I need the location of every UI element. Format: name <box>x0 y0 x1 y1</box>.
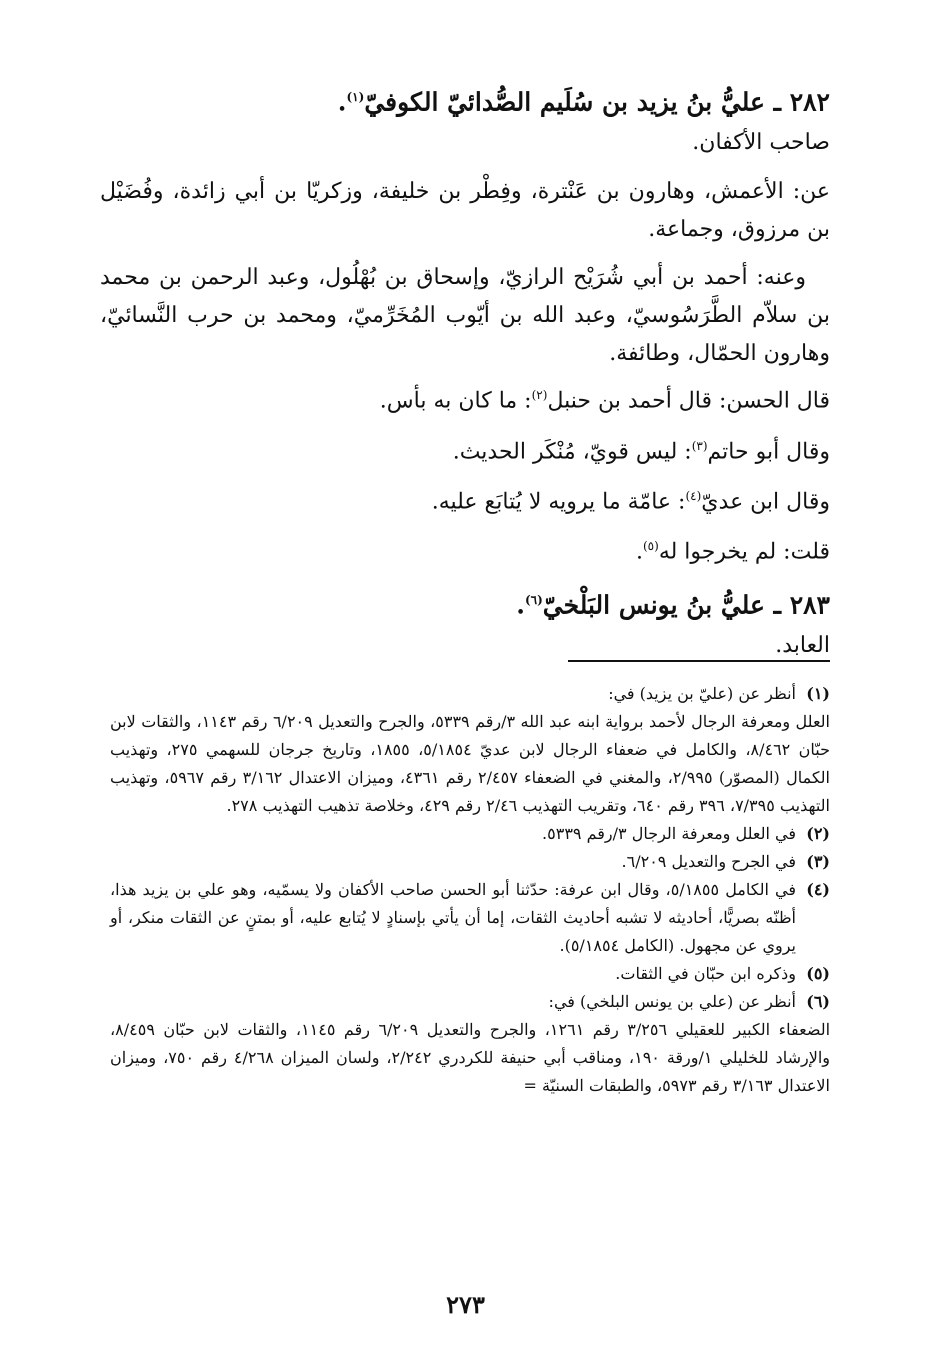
footnote-3 <box>110 848 830 876</box>
entry-283-heading-end: . <box>516 589 525 619</box>
quote-ahmad-end: : ما كان به بأس. <box>379 388 532 414</box>
footnote-ref-6[interactable]: (٦) <box>524 592 543 607</box>
footnote-5-number: (٥) <box>806 964 830 983</box>
quote-ibn-adi-end: : عامّة ما يرويه لا يُتابَع عليه. <box>431 489 686 515</box>
footnote-ref-2[interactable]: (٢) <box>531 388 548 403</box>
footnote-2-number: (٢) <box>806 824 830 843</box>
entry-282-teachers <box>100 173 830 249</box>
quote-ahmad-text: قال الحسن: قال أحمد بن حنبل <box>547 388 830 414</box>
entry-282-subtitle: صاحب الأكفان. <box>692 130 830 156</box>
from-text: الأعمش، وهارون بن عَنْترة، وفِطْر بن خليفة، وزكريّا بن أبي زائدة، وفُضَيْل بن مرزوق، وجماعة. <box>100 179 830 243</box>
entry-283-subtitle: العابد. <box>775 632 830 658</box>
footnote-5 <box>110 960 830 988</box>
footnote-3-text: في الجرح والتعديل ٦/٢٠٩. <box>621 852 796 871</box>
footnotes <box>110 680 830 1100</box>
footnote-2 <box>110 820 830 848</box>
quote-ibn-adi-text: وقال ابن عديّ <box>701 489 830 515</box>
footnote-5-text: وذكره ابن حبّان في الثقات. <box>615 964 796 983</box>
quote-abu-hatim-end: : ليس قويّ، مُنْكَر الحديث. <box>452 438 692 464</box>
footnote-ref-4[interactable]: (٤) <box>685 488 702 503</box>
main-text <box>100 76 830 666</box>
quote-author <box>100 524 830 574</box>
quote-abu-hatim-text: وقال أبو حاتم <box>707 438 830 464</box>
footnote-4 <box>110 876 830 960</box>
entry-282-title: ٢٨٢ ـ عليُّ بنُ يزيد بن سُلَيم الصُّدائيّ الكوفيّ <box>364 87 830 117</box>
footnote-3-number: (٣) <box>806 852 830 871</box>
footnote-ref-5[interactable]: (٥) <box>642 539 659 554</box>
footnote-ref-1[interactable]: (١) <box>346 90 365 104</box>
quote-author-text: قلت: لم يخرجوا له <box>658 539 830 565</box>
quote-author-end: . <box>635 539 643 565</box>
entry-282-students <box>100 259 830 373</box>
entry-282-heading-end: . <box>337 87 347 117</box>
entry-282-heading <box>100 76 830 123</box>
footnote-ref-3[interactable]: (٣) <box>691 438 708 453</box>
footnote-4-text: في الكامل ٥/١٨٥٥، وقال ابن عرفة: حدّثنا أبو الحسن صاحب الأكفان ولا يسمّيه، وهو علي بن يزيد هذا، أظنّه بصريًّا، أحاديثه لا تشبه أحاديث الثقات، إما أن يأتي بإسنادٍ لا يُتابع عليه، أو بمتنٍ عن الثقات منكر، أو يروي عن مجهول. (الكامل ٥/١٨٥٤). <box>110 880 797 955</box>
to-label: وعنه: <box>756 265 806 291</box>
footnote-separator <box>568 660 830 662</box>
footnote-4-number: (٤) <box>806 880 830 899</box>
to-text: أحمد بن أبي شُرَيْح الرازيّ، وإسحاق بن بُهْلُول، وعبد الرحمن بن محمد بن سلاّم الطَّرَسُوسيّ، وعبد الله بن أيّوب المُخَرِّميّ، ومحمد بن حرب النَّسائيّ، وهارون الحمّال، وطائفة. <box>100 265 830 367</box>
entry-283-heading <box>100 579 830 626</box>
footnote-6 <box>110 988 830 1016</box>
footnote-6-number: (٦) <box>806 992 830 1011</box>
footnote-6-intro: أنظر عن (علي بن يونس البلخي) في: <box>548 992 796 1011</box>
from-label: عن: <box>792 179 831 205</box>
footnote-1 <box>110 680 830 708</box>
quote-abu-hatim <box>100 424 830 474</box>
footnote-2-text: في العلل ومعرفة الرجال ٣/رقم ٥٣٣٩. <box>542 824 796 843</box>
footnote-6-sources: الضعفاء الكبير للعقيلي ٣/٢٥٦ رقم ١٢٦١، والجرح والتعديل ٦/٢٠٩ رقم ١١٤٥، والثقات لابن حبّان ٨/٤٥٩، والإرشاد للخليلي ١/ورقة ١٩٠، ومناقب أبي حنيفة للكردري ٢/٢٤٢، ولسان الميزان ٤/٢٦٨ رقم ٧٥٠، وميزان الاعتدال ٣/١٦٣ رقم ٥٩٧٣، والطبقات السنيّة = <box>110 1020 831 1095</box>
quote-ahmad <box>100 373 830 423</box>
entry-283-title: ٢٨٣ ـ عليُّ بنُ يونس البَلْخيّ <box>542 589 830 619</box>
quote-ibn-adi <box>100 474 830 524</box>
footnote-1-sources: العلل ومعرفة الرجال لأحمد برواية ابنه عبد الله ٣/رقم ٥٣٣٩، والجرح والتعديل ٦/٢٠٩ رقم ١١٤٣، والثقات لابن حبّان ٨/٤٦٢، والكامل في ضعفاء الرجال لابن عديّ ٥/١٨٥٤، ١٨٥٥، وتاريخ جرجان للسهمي ٢٧٥، وتهذيب الكمال (المصوّر) ٢/٩٩٥، والمغني في الضعفاء ٢/٤٥٧ رقم ٤٣٦١، وميزان الاعتدال ٣/١٦٢ رقم ٥٩٦٧، وتهذيب التهذيب ٧/٣٩٥، ٣٩٦ رقم ٦٤٠، وتقريب التهذيب ٢/٤٦ رقم ٤٢٩، وخلاصة تذهيب التهذيب ٢٧٨. <box>110 712 830 815</box>
page-number: ٢٧٣ <box>446 1290 485 1319</box>
footnote-1-number: (١) <box>806 684 830 703</box>
footnote-1-intro: أنظر عن (عليّ بن يزيد) في: <box>608 684 796 703</box>
